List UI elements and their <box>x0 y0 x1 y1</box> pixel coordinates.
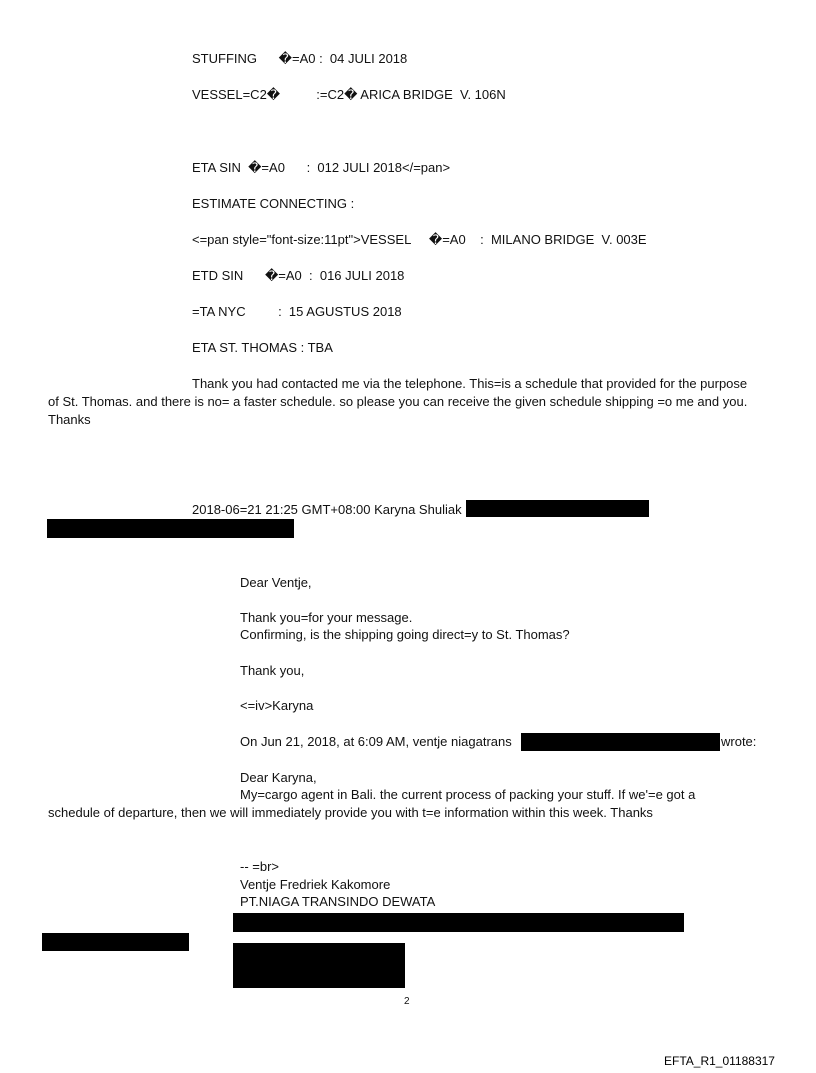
redaction-box <box>42 933 189 951</box>
redaction-box <box>466 500 649 517</box>
redaction-box <box>47 519 294 538</box>
para1-line2: of St. Thomas. and there is no= a faster schedule. so please you can receive the given schedule shipping =o me and you. <box>48 394 748 409</box>
email-signoff: <=iv>Karyna <box>240 698 314 713</box>
vessel-line: VESSEL=C2� :=C2� ARICA BRIDGE V. 106N <box>192 87 506 102</box>
para1-line1: Thank you had contacted me via the telephone. This=is a schedule that provided for the purpose <box>192 376 748 391</box>
para1-line3: Thanks <box>48 412 91 427</box>
vessel2-line: <=pan style="font-size:11pt">VESSEL �=A0 : MILANO BRIDGE V. 003E <box>192 232 647 247</box>
on-date-line: On Jun 21, 2018, at 6:09 AM, ventje niagatrans <box>240 734 512 749</box>
redaction-box <box>521 733 720 751</box>
redaction-box <box>233 913 684 932</box>
email-line2: Confirming, is the shipping going direct=y to St. Thomas? <box>240 627 570 642</box>
eta-sin-line: ETA SIN �=A0 : 012 JULI 2018</=pan> <box>192 160 451 175</box>
signature-company: PT.NIAGA TRANSINDO DEWATA <box>240 894 436 909</box>
document-id-footer: EFTA_R1_01188317 <box>664 1054 775 1068</box>
page-number: 2 <box>404 996 410 1007</box>
email-line1: Thank you=for your message. <box>240 610 413 625</box>
eta-nyc-line: =TA NYC : 15 AGUSTUS 2018 <box>192 304 402 319</box>
quote-header: 2018-06=21 21:25 GMT+08:00 Karyna Shuliak <box>192 502 462 517</box>
etd-sin-line: ETD SIN �=A0 : 016 JULI 2018 <box>192 268 405 283</box>
signature-name: Ventje Fredriek Kakomore <box>240 877 391 892</box>
email-body-line1: My=cargo agent in Bali. the current process of packing your stuff. If we'=e got a <box>240 787 696 802</box>
email-thanks: Thank you, <box>240 663 305 678</box>
estimate-connecting-line: ESTIMATE CONNECTING : <box>192 196 355 211</box>
email-greeting: Dear Ventje, <box>240 575 312 590</box>
wrote-label: wrote: <box>721 734 757 749</box>
signature-br: -- =br> <box>240 859 280 874</box>
eta-st-thomas-line: ETA ST. THOMAS : TBA <box>192 340 333 355</box>
redaction-box <box>233 943 405 988</box>
stuffing-line: STUFFING �=A0 : 04 JULI 2018 <box>192 51 408 66</box>
email-body-line2: schedule of departure, then we will immediately provide you with t=e information within this week. Thanks <box>48 805 653 820</box>
email-greeting2: Dear Karyna, <box>240 770 317 785</box>
